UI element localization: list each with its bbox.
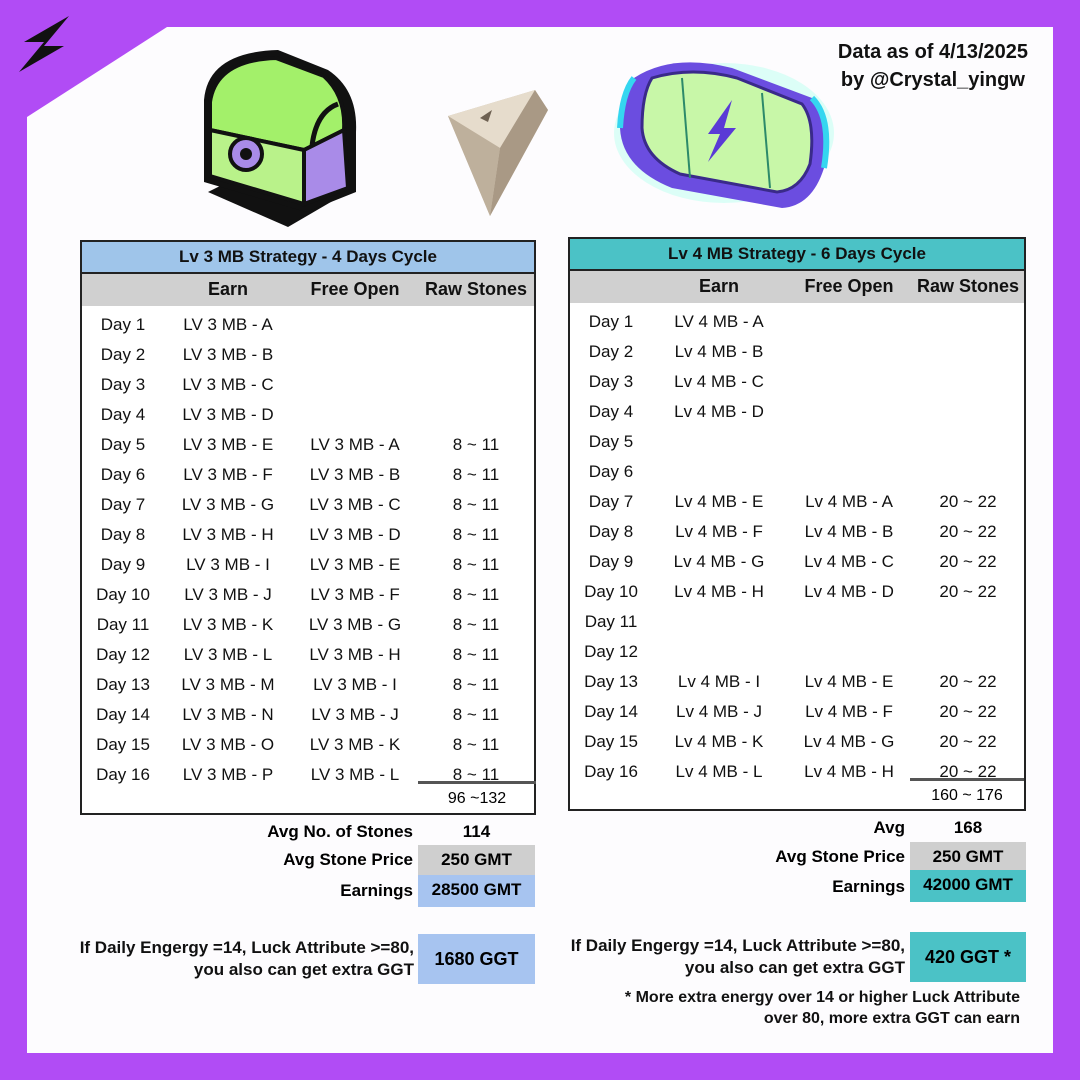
avg-price-label: Avg Stone Price xyxy=(283,850,413,869)
day-cell: Day 4 xyxy=(588,402,634,421)
table-body xyxy=(570,303,1024,787)
table-title: Lv 3 MB Strategy - 4 Days Cycle xyxy=(82,242,534,274)
day-cell: Day 9 xyxy=(588,552,634,571)
day-cell: Day 12 xyxy=(584,642,638,661)
day-cell: Day 5 xyxy=(100,435,146,454)
earn-cell: LV 3 MB - E xyxy=(182,435,274,454)
day-cell: Day 2 xyxy=(588,342,634,361)
day-cell: Day 12 xyxy=(96,645,150,664)
day-cell: Day 7 xyxy=(100,495,146,514)
earn-cell: LV 3 MB - K xyxy=(182,615,274,634)
extra-line-2: you also can get extra GGT xyxy=(193,960,414,979)
footnote-line-2: over 80, more extra GGT can earn xyxy=(763,1010,1020,1027)
free-open-cell: Lv 4 MB - E xyxy=(804,672,894,691)
free-open-cell: Lv 4 MB - G xyxy=(803,732,895,751)
day-cell: Day 1 xyxy=(100,315,146,334)
free-open-cell xyxy=(786,637,912,667)
free-open-cell: LV 3 MB - A xyxy=(310,435,400,454)
free-open-cell: LV 3 MB - L xyxy=(310,765,400,784)
avg-price-value: 250 GMT xyxy=(910,842,1026,872)
earn-cell: LV 3 MB - N xyxy=(182,705,274,724)
header-day xyxy=(82,274,164,306)
earn-cell: Lv 4 MB - I xyxy=(677,672,761,691)
raw-stones-cell: 8 ~ 11 xyxy=(452,465,500,484)
earn-cell: LV 3 MB - D xyxy=(182,405,274,424)
earnings-value: 28500 GMT xyxy=(418,875,535,907)
table-row xyxy=(82,610,534,640)
raw-stones-cell xyxy=(912,637,1024,667)
earn-cell: LV 3 MB - G xyxy=(181,495,275,514)
free-open-cell xyxy=(786,307,912,337)
extra-line-1: If Daily Engergy =14, Luck Attribute >=80, xyxy=(79,938,414,957)
day-cell: Day 14 xyxy=(96,705,150,724)
header-free-open: Free Open xyxy=(310,279,400,299)
raw-stones-cell: 20 ~ 22 xyxy=(939,522,997,541)
data-date: Data as of 4/13/2025 xyxy=(837,41,1028,63)
table-row xyxy=(570,727,1024,757)
author: by @Crystal_yingw xyxy=(840,69,1025,91)
avg-price-label: Avg Stone Price xyxy=(775,847,905,866)
table-row xyxy=(570,427,1024,457)
raw-stones-cell: 20 ~ 22 xyxy=(939,762,997,781)
raw-stones-cell xyxy=(912,397,1024,427)
table-row xyxy=(82,340,534,370)
day-cell: Day 3 xyxy=(588,372,634,391)
raw-stones-cell xyxy=(418,340,534,370)
table-row xyxy=(82,550,534,580)
earn-cell: Lv 4 MB - B xyxy=(674,342,764,361)
table-row xyxy=(82,460,534,490)
day-cell: Day 15 xyxy=(584,732,638,751)
raw-stones-cell xyxy=(912,457,1024,487)
day-cell: Day 14 xyxy=(584,702,638,721)
header-raw-stones: Raw Stones xyxy=(916,276,1020,296)
raw-stone-icon xyxy=(440,88,550,218)
earn-cell: LV 3 MB - I xyxy=(186,555,270,574)
day-cell: Day 3 xyxy=(100,375,146,394)
raw-stones-cell: 8 ~ 11 xyxy=(452,765,500,784)
earn-cell: LV 3 MB - B xyxy=(182,345,274,364)
free-open-cell xyxy=(292,310,418,340)
table-row xyxy=(82,310,534,340)
free-open-cell: LV 3 MB - F xyxy=(310,585,400,604)
free-open-cell: LV 3 MB - E xyxy=(309,555,401,574)
earn-cell: LV 3 MB - C xyxy=(182,375,274,394)
raw-stones-cell: 8 ~ 11 xyxy=(452,645,500,664)
raw-stones-cell xyxy=(912,307,1024,337)
table-row xyxy=(570,487,1024,517)
free-open-cell: LV 3 MB - G xyxy=(308,615,402,634)
earnings-value: 42000 GMT xyxy=(910,870,1026,902)
table-row xyxy=(570,697,1024,727)
earn-cell: Lv 4 MB - G xyxy=(673,552,765,571)
table-row xyxy=(82,670,534,700)
avg-stones-label: Avg xyxy=(873,818,905,837)
earn-cell: LV 3 MB - O xyxy=(181,735,275,754)
table-row xyxy=(570,577,1024,607)
earn-cell: LV 3 MB - F xyxy=(183,465,273,484)
day-cell: Day 6 xyxy=(100,465,146,484)
header-earn: Earn xyxy=(207,279,249,299)
table-title: Lv 4 MB Strategy - 6 Days Cycle xyxy=(570,239,1024,271)
free-open-cell: LV 3 MB - C xyxy=(309,495,401,514)
table-row xyxy=(82,400,534,430)
raw-stones-cell: 8 ~ 11 xyxy=(452,555,500,574)
lv4-strategy-table xyxy=(568,237,1026,811)
day-cell: Day 10 xyxy=(584,582,638,601)
earn-cell xyxy=(652,607,786,637)
free-open-cell: Lv 4 MB - C xyxy=(804,552,894,571)
free-open-cell xyxy=(786,337,912,367)
earn-cell xyxy=(652,427,786,457)
free-open-cell: Lv 4 MB - A xyxy=(805,492,893,511)
table-row xyxy=(570,547,1024,577)
earn-cell: Lv 4 MB - L xyxy=(675,762,763,781)
day-cell: Day 16 xyxy=(96,765,150,784)
header-raw-stones: Raw Stones xyxy=(424,279,528,299)
table-row xyxy=(570,637,1024,667)
byline xyxy=(838,38,1028,94)
raw-stones-cell: 8 ~ 11 xyxy=(452,525,500,544)
earn-cell: LV 3 MB - H xyxy=(182,525,274,544)
raw-stones-cell: 8 ~ 11 xyxy=(452,585,500,604)
day-cell: Day 11 xyxy=(96,615,150,634)
free-open-cell: Lv 4 MB - D xyxy=(804,582,894,601)
day-cell: Day 7 xyxy=(588,492,634,511)
free-open-cell: LV 3 MB - J xyxy=(311,705,399,724)
day-cell: Day 2 xyxy=(100,345,146,364)
table-row xyxy=(570,607,1024,637)
earn-cell: Lv 4 MB - H xyxy=(674,582,764,601)
raw-stones-cell xyxy=(418,310,534,340)
extra-line-1: If Daily Engergy =14, Luck Attribute >=80, xyxy=(570,936,905,955)
table-row xyxy=(82,520,534,550)
raw-stones-cell: 8 ~ 11 xyxy=(452,435,500,454)
earn-cell: LV 3 MB - M xyxy=(181,675,275,694)
header-earn: Earn xyxy=(698,276,740,296)
free-open-cell: Lv 4 MB - F xyxy=(805,702,893,721)
raw-stones-cell: 8 ~ 11 xyxy=(452,735,500,754)
stepn-logo-icon xyxy=(14,14,74,74)
avg-stones-value: 114 xyxy=(462,822,491,841)
free-open-cell xyxy=(786,367,912,397)
table-row xyxy=(82,580,534,610)
earnings-label: Earnings xyxy=(832,877,905,896)
day-cell: Day 10 xyxy=(96,585,150,604)
day-cell: Day 13 xyxy=(584,672,638,691)
day-cell: Day 6 xyxy=(588,462,634,481)
earn-cell: Lv 4 MB - E xyxy=(674,492,764,511)
earn-cell xyxy=(652,457,786,487)
earn-cell: LV 3 MB - A xyxy=(183,315,273,334)
avg-price-value: 250 GMT xyxy=(418,845,535,875)
raw-stones-cell xyxy=(418,370,534,400)
raw-stones-cell: 8 ~ 11 xyxy=(452,495,500,514)
day-cell: Day 8 xyxy=(100,525,146,544)
table-row xyxy=(570,307,1024,337)
day-cell: Day 11 xyxy=(584,612,638,631)
earn-cell xyxy=(652,637,786,667)
free-open-cell: Lv 4 MB - B xyxy=(804,522,894,541)
raw-stones-cell xyxy=(912,427,1024,457)
raw-stones-cell xyxy=(912,337,1024,367)
earn-cell: LV 3 MB - J xyxy=(184,585,272,604)
extra-ggt-condition xyxy=(40,937,414,981)
raw-stones-cell: 8 ~ 11 xyxy=(452,705,500,724)
free-open-cell: Lv 4 MB - H xyxy=(804,762,894,781)
raw-stones-cell: 20 ~ 22 xyxy=(939,672,997,691)
table-row xyxy=(570,457,1024,487)
free-open-cell xyxy=(786,427,912,457)
extra-ggt-value: 1680 GGT xyxy=(418,934,535,984)
free-open-cell xyxy=(786,607,912,637)
footnote-line-1: * More extra energy over 14 or higher Luck Attribute xyxy=(624,989,1020,1006)
earn-cell: Lv 4 MB - J xyxy=(676,702,762,721)
day-cell: Day 13 xyxy=(96,675,150,694)
stones-total: 96 ~132 xyxy=(418,781,536,812)
day-cell: Day 8 xyxy=(588,522,634,541)
raw-stones-cell xyxy=(912,367,1024,397)
avg-stones-label: Avg No. of Stones xyxy=(267,822,413,841)
raw-stones-cell xyxy=(418,400,534,430)
raw-stones-cell xyxy=(912,607,1024,637)
table-row xyxy=(82,490,534,520)
table-row xyxy=(570,517,1024,547)
day-cell: Day 9 xyxy=(100,555,146,574)
day-cell: Day 16 xyxy=(584,762,638,781)
raw-stones-cell: 20 ~ 22 xyxy=(939,702,997,721)
free-open-cell: LV 3 MB - D xyxy=(309,525,401,544)
table-row xyxy=(570,337,1024,367)
table-row xyxy=(570,667,1024,697)
free-open-cell: LV 3 MB - B xyxy=(309,465,401,484)
day-cell: Day 5 xyxy=(588,432,634,451)
free-open-cell: LV 3 MB - K xyxy=(309,735,401,754)
free-open-cell xyxy=(292,400,418,430)
earnings-label: Earnings xyxy=(340,881,413,900)
table-row xyxy=(570,367,1024,397)
raw-stones-cell: 20 ~ 22 xyxy=(939,732,997,751)
extra-ggt-value: 420 GGT * xyxy=(910,932,1026,982)
free-open-cell xyxy=(292,340,418,370)
raw-stones-cell: 8 ~ 11 xyxy=(452,615,500,634)
extra-ggt-condition xyxy=(530,935,905,979)
earn-cell: LV 3 MB - L xyxy=(183,645,273,664)
free-open-cell xyxy=(786,457,912,487)
table-row xyxy=(82,430,534,460)
earn-cell: Lv 4 MB - C xyxy=(674,372,764,391)
table-body xyxy=(82,306,534,790)
table-header xyxy=(82,274,534,306)
mystery-box-lv4-icon xyxy=(612,38,837,218)
raw-stones-cell: 8 ~ 11 xyxy=(452,675,500,694)
day-cell: Day 4 xyxy=(100,405,146,424)
earn-cell: Lv 4 MB - F xyxy=(675,522,763,541)
earn-cell: LV 3 MB - P xyxy=(182,765,274,784)
free-open-cell: LV 3 MB - H xyxy=(309,645,401,664)
header-day xyxy=(570,271,652,303)
day-cell: Day 1 xyxy=(588,312,634,331)
raw-stones-cell: 20 ~ 22 xyxy=(939,492,997,511)
earn-cell: Lv 4 MB - D xyxy=(674,402,764,421)
footnote xyxy=(540,987,1020,1029)
free-open-cell xyxy=(292,370,418,400)
free-open-cell xyxy=(786,397,912,427)
earn-cell: LV 4 MB - A xyxy=(674,312,764,331)
avg-stones-value: 168 xyxy=(953,818,983,837)
lv3-strategy-table xyxy=(80,240,536,815)
stones-total: 160 ~ 176 xyxy=(910,778,1024,809)
day-cell: Day 15 xyxy=(96,735,150,754)
table-row xyxy=(82,730,534,760)
extra-line-2: you also can get extra GGT xyxy=(684,958,905,977)
table-row xyxy=(82,700,534,730)
raw-stones-cell: 20 ~ 22 xyxy=(939,552,997,571)
table-header xyxy=(570,271,1024,303)
header-free-open: Free Open xyxy=(804,276,894,296)
earn-cell: Lv 4 MB - K xyxy=(674,732,764,751)
raw-stones-cell: 20 ~ 22 xyxy=(939,582,997,601)
free-open-cell: LV 3 MB - I xyxy=(313,675,397,694)
table-row xyxy=(82,640,534,670)
mystery-box-lv3-icon xyxy=(188,42,368,227)
table-row xyxy=(570,397,1024,427)
table-row xyxy=(82,370,534,400)
